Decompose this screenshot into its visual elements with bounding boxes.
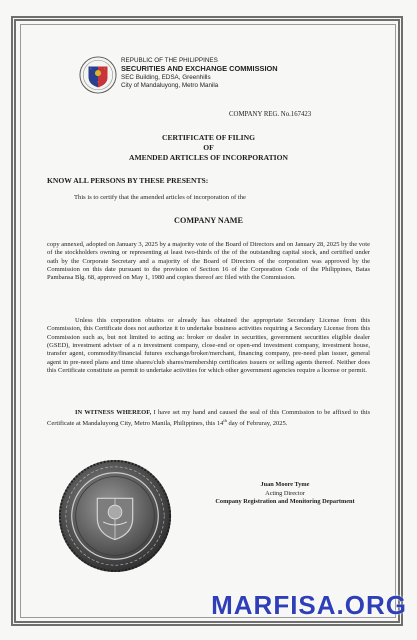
know-all-heading: KNOW ALL PERSONS BY THESE PRESENTS: <box>47 176 209 185</box>
letterhead <box>121 57 321 91</box>
sec-seal-icon <box>79 56 117 94</box>
signatory-name: Juan Moore Tyme <box>260 481 310 488</box>
witness-sup: th <box>223 418 227 424</box>
signature-block <box>210 481 360 507</box>
paragraph-secondary-license: Unless this corporation obtains or already has obtained the appropriate Secondary License from this Commission, this Certificate does not authorize it to undertake business activities requiring a Secondary License from this Commission such as, but not limited to acting as: broker or dealer in securities, government securities eligible dealer (GSED), investment adviser of a n investment company, close-end or open-end investment company, investment house, transfer agent, commodity/financial futures exchange/broker/merchant, financing company, pre-need plan issuer, general agent in pre-need plans and time shares/club shares/membership certificates issuers or selling agents thereof. Neither does this Certificate constitute as permit to undertake activities for which other government agencies require a license or permit. <box>47 317 370 375</box>
paragraph-witness <box>47 409 370 429</box>
witness-text-before: I have set my hand and caused the seal of this Commission to be affixed to this Certificate at Mandaluyong City, Metro Manila, Philippines, this 14 <box>47 409 370 428</box>
company-name: COMPANY NAME <box>174 216 243 225</box>
signatory-department: Company Registration and Monitoring Department <box>215 498 355 506</box>
watermark-text: MARFISA.ORG <box>211 590 407 620</box>
commission-name: SECURITIES AND EXCHANGE COMMISSION <box>121 64 278 74</box>
company-reg-number: COMPANY REG. No.167423 <box>229 111 312 118</box>
title-line-2: OF <box>203 143 214 152</box>
paragraph-adoption: copy annexed, adopted on January 3, 2025 by a majority vote of the Board of Directors and on January 28, 2025 by the vote of the stockholders owning or representing at least two-thirds of the of the outstanding capital stock, and certified under oath by the Corporate Secretary and a majority of the Board of Directors of the corporation was approved by the Commission on this date pursuant to the provision of Section 16 of the Corporation Code of the Philippines, Batas Pambansa Blg. 68, approved on May 1, 1980 and copies thereof arc filed with the Commission. <box>47 241 370 282</box>
title-line-1: CERTIFICATE OF FILING <box>162 133 255 142</box>
witness-text-after: day of Februray, 2025. <box>226 420 288 428</box>
signatory-title: Acting Director <box>265 489 305 497</box>
certify-line: This is to certify that the amended articles of incorporation of the <box>74 194 246 201</box>
city-line: City of Mandaluyong, Metro Manila <box>121 82 219 90</box>
witness-lead: IN WITNESS WHEREOF, <box>75 409 152 416</box>
embossed-seal-icon <box>56 457 174 575</box>
certificate-title <box>0 133 417 163</box>
building-line: SEC Building, EDSA, Greenhills <box>121 73 211 81</box>
republic-line: REPUBLIC OF THE PHILIPPINES <box>121 57 218 64</box>
title-line-3: AMENDED ARTICLES OF INCORPORATION <box>128 153 288 162</box>
